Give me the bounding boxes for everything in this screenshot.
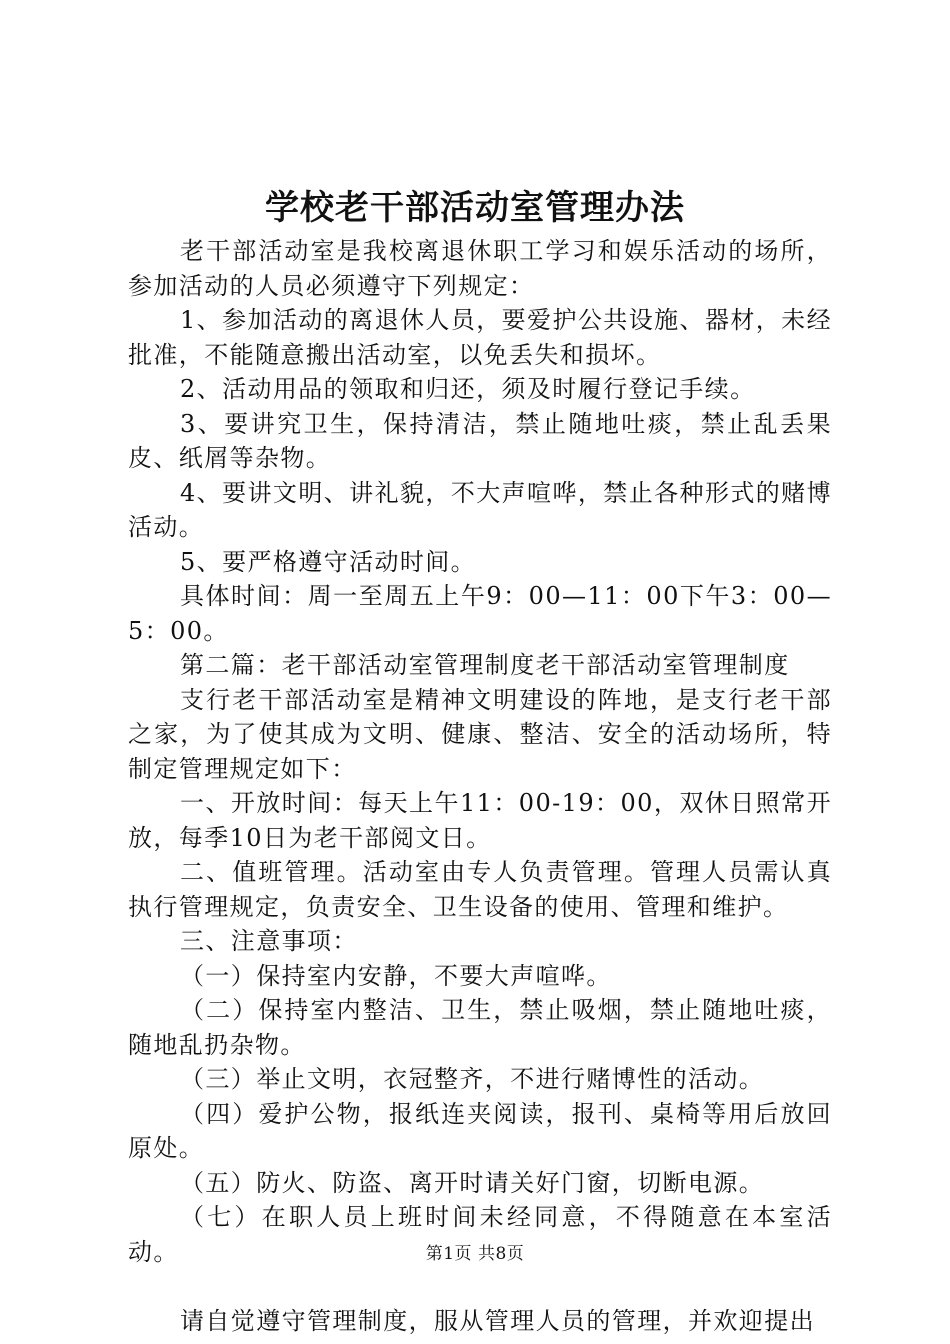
paragraph-notes-heading: 三、注意事项： [180,927,358,955]
paragraph-rule-3: 3、要讲究卫生，保持清洁，禁止随地吐痰，禁止乱丢果皮、纸屑等杂物。 [128,409,832,472]
paragraph-note-5: （五）防火、防盗、离开时请关好门窗，切断电源。 [180,1168,765,1197]
document-title: 学校老干部活动室管理办法 [265,188,685,228]
document-body [128,234,832,1338]
paragraph-note-7: （七）在职人员上班时间未经同意，不得随意在本室活动。 [128,1203,832,1266]
paragraph-section-heading: 第二篇：老干部活动室管理制度老干部活动室管理制度 [180,651,790,679]
paragraph-section-intro: 支行老干部活动室是精神文明建设的阵地，是支行老干部之家，为了使其成为文明、健康、整洁、安全的活动场所，特制定管理规定如下： [128,685,832,783]
paragraph-closing: 请自觉遵守管理制度，服从管理人员的管理，并欢迎提出 [180,1306,815,1335]
paragraph-rule-2: 2、活动用品的领取和归还，须及时履行登记手续。 [180,375,756,403]
paragraph-intro: 老干部活动室是我校离退休职工学习和娱乐活动的场所，参加活动的人员必须遵守下列规定： [128,237,832,300]
paragraph-schedule: 具体时间：周一至周五上午9：00—11：00下午3：00—5：00。 [128,582,832,645]
paragraph-rule-1: 1、参加活动的离退休人员，要爱护公共设施、器材，未经批准，不能随意搬出活动室，以免丢失和损坏。 [128,306,832,369]
page-footer: 第1页 共8页 [425,1244,525,1264]
paragraph-rule-5: 5、要严格遵守活动时间。 [180,547,477,576]
paragraph-note-3: （三）举止文明，衣冠整齐，不进行赌博性的活动。 [180,1065,765,1093]
paragraph-duty-management: 二、值班管理。活动室由专人负责管理。管理人员需认真执行管理规定，负责安全、卫生设备的使用、管理和维护。 [128,858,832,921]
paragraph-opening-hours: 一、开放时间：每天上午11：00-19：00，双休日照常开放，每季10日为老干部阅文日。 [128,789,832,852]
paragraph-note-2: （二）保持室内整洁、卫生，禁止吸烟，禁止随地吐痰，随地乱扔杂物。 [128,996,832,1059]
paragraph-note-1: （一）保持室内安静，不要大声喧哗。 [180,961,612,990]
paragraph-note-4: （四）爱护公物，报纸连夹阅读，报刊、桌椅等用后放回原处。 [128,1099,832,1162]
paragraph-rule-4: 4、要讲文明、讲礼貌，不大声喧哗，禁止各种形式的赌博活动。 [128,478,832,541]
